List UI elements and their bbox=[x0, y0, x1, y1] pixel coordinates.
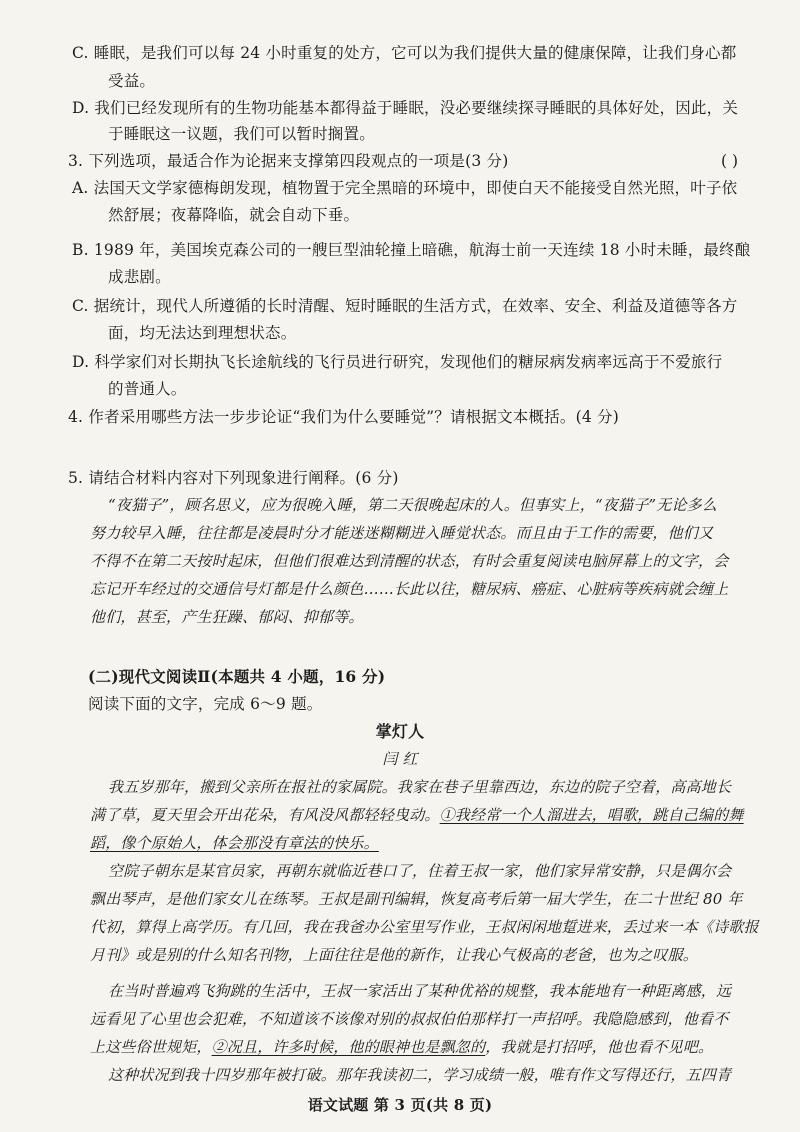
q3-option-a-line1: A. 法国天文学家德梅朗发现，植物置于完全黑暗的环境中，即使白天不能接受自然光照，叶子依 bbox=[72, 179, 738, 197]
q5-material-line1: “夜猫子”，顾名思义，应为很晚入睡，第二天很晚起床的人。但事实上，“夜猫子”无论多么 bbox=[108, 496, 718, 514]
passage-p3-line1: 在当时普遍鸡飞狗跳的生活中，王叔一家活出了某种优裕的规整，我本能地有一种距离感，远 bbox=[108, 982, 732, 1000]
section2-instruction: 阅读下面的文字，完成 6～9 题。 bbox=[88, 695, 323, 713]
passage-p1-line3 bbox=[90, 832, 742, 854]
q3-option-b-line2: 成悲剧。 bbox=[108, 268, 171, 286]
q2-option-d-line1: D. 我们已经发现所有的生物功能基本都得益于睡眠，没必要继续探寻睡眠的具体好处，因此，关 bbox=[72, 99, 739, 117]
q5-material-line3: 不得不在第二天按时起床，但他们很难达到清醒的状态，有时会重复阅读电脑屏幕上的文字，会 bbox=[90, 552, 729, 570]
q5-material-line5: 他们，甚至，产生狂躁、郁闷、抑郁等。 bbox=[90, 608, 364, 626]
q3-answer-paren: ( ) bbox=[720, 152, 738, 170]
passage-p2-line3: 代初，算得上高学历。有几回，我在我爸办公室里写作业，王叔闲闲地踅进来，丢过来一本《诗歌报 bbox=[90, 918, 759, 936]
q3-option-c-line2: 面，均无法达到理想状态。 bbox=[108, 324, 297, 342]
q2-option-c-line2: 受益。 bbox=[108, 72, 156, 90]
q3-stem: 3. 下列选项，最适合作为论据来支撑第四段观点的一项是(3 分) bbox=[68, 152, 509, 170]
q3-option-b-line1: B. 1989 年，美国埃克森公司的一艘巨型油轮撞上暗礁，航海士前一天连续 18 小时未睡，最终酿 bbox=[72, 241, 751, 259]
underlined-sentence-1-cont: 蹈，像个原始人，体会那没有章法的快乐。 bbox=[90, 834, 379, 852]
q5-material-line2: 努力较早入睡，往往都是凌晨时分才能迷迷糊糊进入睡觉状态。而且由于工作的需要，他们又 bbox=[90, 524, 714, 542]
q3-option-d-line1: D. 科学家们对长期执飞长途航线的飞行员进行研究，发现他们的糖尿病发病率远高于不爱旅行 bbox=[72, 353, 723, 371]
passage-p3-line2: 远看见了心里也会犯难，不知道该不该像对别的叔叔伯伯那样打一声招呼。我隐隐感到，他看不 bbox=[90, 1010, 729, 1028]
passage-p1-line2-text: 满了草，夏天里会开出花朵，有风没风都轻轻曳动。 bbox=[90, 806, 440, 824]
underlined-sentence-1: ①我经常一个人溜进去，唱歌，跳自己编的舞 bbox=[439, 806, 744, 824]
passage-p4-line1: 这种状况到我十四岁那年被打破。那年我读初二，学习成绩一般，唯有作文写得还行，五四青 bbox=[108, 1066, 732, 1084]
q4-stem: 4. 作者采用哪些方法一步步论证“我们为什么要睡觉”？请根据文本概括。(4 分) bbox=[68, 408, 619, 426]
passage-p2-line2: 飘出琴声，是他们家女儿在练琴。王叔是副刊编辑，恢复高考后第一届大学生，在二十世纪 80 年 bbox=[90, 890, 743, 908]
passage-p1-line1: 我五岁那年，搬到父亲所在报社的家属院。我家在巷子里靠西边，东边的院子空着，高高地长 bbox=[108, 778, 732, 796]
q2-option-d-line2: 于睡眠这一议题，我们可以暂时搁置。 bbox=[108, 125, 375, 143]
q3-option-a-line2: 然舒展；夜幕降临，就会自动下垂。 bbox=[108, 206, 360, 224]
q3-option-c-line1: C. 据统计，现代人所遵循的长时清醒、短时睡眠的生活方式，在效率、安全、利益及道德等各方 bbox=[72, 297, 738, 315]
section2-heading: (二)现代文阅读Ⅱ(本题共 4 小题，16 分) bbox=[88, 667, 386, 686]
passage-author: 闫 红 bbox=[382, 750, 418, 768]
underlined-sentence-2: ②况且，许多时候，他的眼神也是飘忽的 bbox=[211, 1038, 486, 1056]
passage-p3-line3 bbox=[90, 1036, 742, 1058]
passage-p1-line2 bbox=[90, 804, 742, 826]
q5-material-line4: 忘记开车经过的交通信号灯都是什么颜色……长此以往，糖尿病、癌症、心脏病等疾病就会缠上 bbox=[90, 580, 729, 598]
passage-p2-line4: 月刊》或是别的什么知名刊物，上面往往是他的新作，让我心气极高的老爸，也为之叹服。 bbox=[90, 946, 699, 964]
passage-title: 掌灯人 bbox=[375, 722, 425, 741]
q3-option-d-line2: 的普通人。 bbox=[108, 380, 187, 398]
page-footer: 语文试题 第 3 页(共 8 页) bbox=[307, 1096, 493, 1114]
q2-option-c-line1: C. 睡眠，是我们可以每 24 小时重复的处方，它可以为我们提供大量的健康保障，让我们身心都 bbox=[72, 44, 737, 62]
passage-p3-line3-post: ，我就是打招呼，他也看不见吧。 bbox=[485, 1038, 714, 1056]
passage-p3-line3-pre: 上这些俗世规矩， bbox=[90, 1038, 212, 1056]
passage-p2-line1: 空院子朝东是某官员家，再朝东就临近巷口了，住着王叔一家，他们家异常安静，只是偶尔会 bbox=[108, 862, 732, 880]
q5-stem: 5. 请结合材料内容对下列现象进行阐释。(6 分) bbox=[68, 469, 399, 487]
